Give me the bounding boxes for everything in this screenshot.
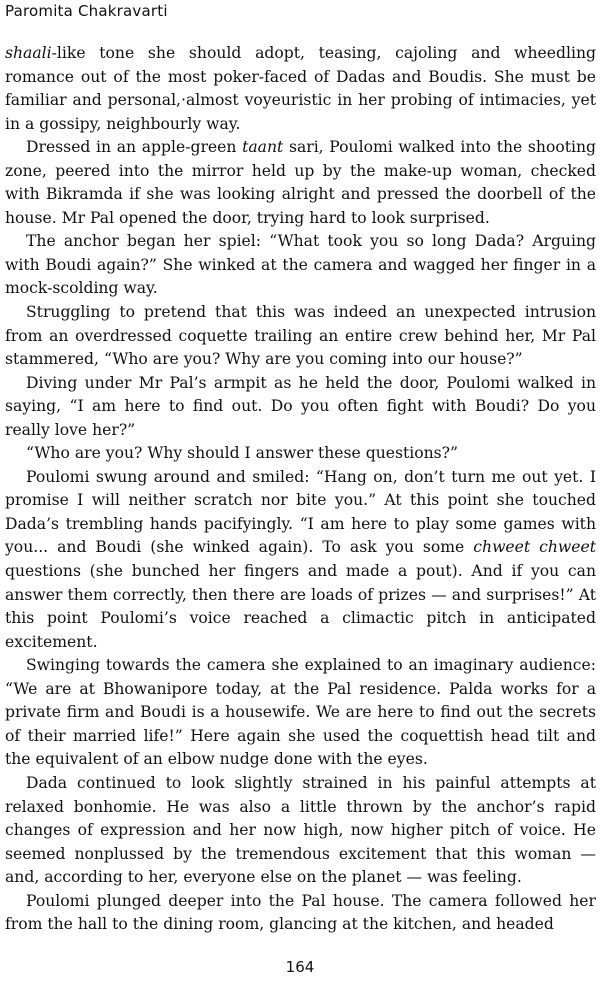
paragraph — [5, 442, 596, 466]
text-run: Dada continued to look slightly strained in his painful attempts at relaxed bonhomie. He was also a little thrown by the anchor’s rapid changes of expression and her now high, now higher pitch of voice. He seemed nonplussed by the tremendous excitement that this woman — and, according to her, everyone else on the planet — was feeling. — [5, 773, 596, 887]
text-run: Struggling to pretend that this was indeed an unexpected intrusion from an overdressed coquette trailing an entire crew behind her, Mr Pal stammered, “Who are you? Why are you coming into our house?” — [5, 303, 596, 369]
paragraph — [5, 372, 596, 443]
paragraph — [5, 230, 596, 301]
paragraph — [5, 654, 596, 772]
text-run: The anchor began her spiel: “What took you so long Dada? Arguing with Boudi again?” She winked at the camera and wagged her finger in a mock-scolding way. — [5, 232, 596, 298]
running-head: Paromita Chakravarti — [5, 2, 168, 20]
italic-term: shaali — [5, 44, 52, 62]
text-run: Swinging towards the camera she explained to an imaginary audience: “We are at Bhowanipore today, at the Pal residence. Palda works for a private firm and Boudi is a housewife. We are here to find out the secrets of their married life!” Here again she used the coquettish head tilt and the equivalent of an elbow nudge done with the eyes. — [5, 656, 596, 769]
text-run: questions (she bunched her fingers and made a pout). And if you can answer them correctly, then there are loads of prizes — and surprises!” At this point Poulomi’s voice reached a climactic pitch in anticipated excitement. — [5, 562, 596, 651]
paragraph — [5, 136, 596, 230]
paragraph — [5, 42, 596, 136]
paragraph — [5, 772, 596, 890]
text-run: Diving under Mr Pal’s armpit as he held the door, Poulomi walked in saying, “I am here to find out. Do you often fight with Boudi? Do you really love her?” — [5, 373, 596, 439]
text-run: Poulomi plunged deeper into the Pal house. The camera followed her from the hall to the dining room, glancing at the kitchen, and headed — [5, 891, 596, 934]
italic-term: taant — [242, 138, 284, 157]
paragraph — [5, 466, 596, 654]
body-text — [5, 42, 596, 937]
text-run: -like tone she should adopt, teasing, cajoling and wheedling romance out of the most poker-faced of Dadas and Boudis. She must be familiar and personal,·almost voyeuristic in her probing of intimacies, yet in a gossipy, neighbourly way. — [5, 44, 596, 133]
text-run: “Who are you? Why should I answer these questions?” — [26, 444, 459, 463]
text-run: sari, Poulomi walked into the shooting zone, peered into the mirror held up by the make-up woman, checked with Bikramda if she was looking alright and pressed the doorbell of the house. Mr Pal opened the door, trying hard to look surprised. — [5, 138, 597, 227]
paragraph — [5, 890, 596, 937]
text-run: Dressed in an apple-green — [26, 138, 243, 157]
italic-term: chweet chweet — [473, 538, 596, 557]
page-number: 164 — [285, 958, 315, 976]
text-run: Poulomi swung around and smiled: “Hang on, don’t turn me out yet. I promise I will neither scratch nor bite you.” At this point she touched Dada’s trembling hands pacifyingly. “I am here to play some games with you... and Boudi (she winked again). To ask you some — [5, 467, 596, 557]
paragraph — [5, 301, 596, 372]
